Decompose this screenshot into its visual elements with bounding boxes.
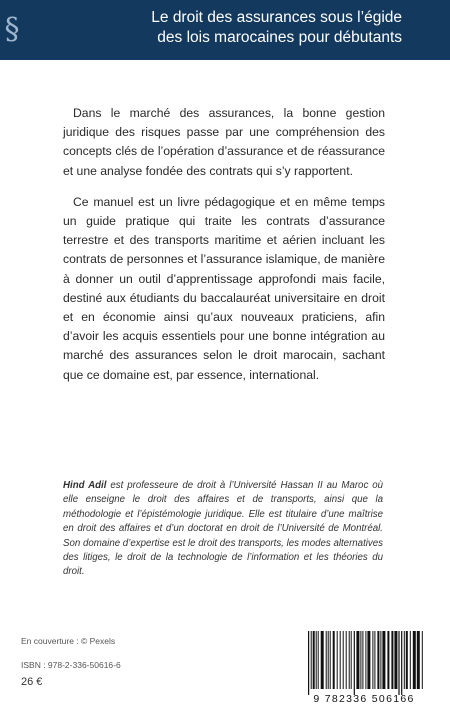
barcode-bar bbox=[318, 631, 319, 689]
barcode-bar bbox=[351, 631, 352, 689]
barcode bbox=[296, 627, 432, 707]
isbn: ISBN : 978-2-336-50616-6 bbox=[21, 660, 121, 670]
barcode-bar bbox=[356, 631, 359, 689]
barcode-bar bbox=[387, 631, 389, 689]
cover-credit: En couverture : © Pexels bbox=[21, 636, 116, 646]
barcode-bar bbox=[328, 631, 329, 689]
section-sign-logo: § bbox=[4, 12, 20, 47]
book-title bbox=[72, 8, 402, 48]
barcode-bar bbox=[340, 631, 341, 689]
barcode-bar bbox=[401, 631, 402, 695]
barcode-bar bbox=[382, 631, 385, 689]
barcode-bar bbox=[349, 631, 350, 689]
author-bio-text: est professeure de droit à l’Université Hassan II au Maroc où elle enseigne le droit des affaires et de transports, ainsi que la méthodologie et l’épistémologie juridique. Elle est titulaire d’une maîtrise en droit des affaires et d’un doctorat en droit de l’Université de Montréal. Son domaine d’expertise est le droit des transports, les modes alternatives des litiges, le droit de la technologie de l’information et les théories du droit. bbox=[63, 480, 384, 578]
barcode-bar bbox=[372, 631, 373, 689]
barcode-number: 9 782336 506166 bbox=[313, 693, 415, 705]
author-bio bbox=[63, 479, 383, 580]
barcode-bar bbox=[321, 631, 324, 689]
barcode-bar bbox=[380, 631, 381, 689]
barcode-bar bbox=[404, 631, 405, 689]
barcode-bar bbox=[330, 631, 331, 689]
barcode-bar bbox=[377, 631, 379, 689]
barcode-bar bbox=[313, 631, 315, 689]
synopsis-paragraph: Dans le marché des assurances, la bonne gestion juridique des risques passe par une compréhension des concepts clés de l’opération d’assurance et de réassurance et une analyse fondée des contrats qui s’y rapportent. bbox=[63, 106, 385, 178]
barcode-bar bbox=[417, 631, 420, 689]
barcode-bar bbox=[374, 631, 375, 689]
barcode-bar bbox=[326, 631, 327, 689]
barcode-bar bbox=[311, 631, 312, 689]
book-title-line-2: des lois marocaines pour débutants bbox=[157, 29, 402, 46]
barcode-bar bbox=[343, 631, 344, 689]
barcode-bar bbox=[346, 631, 347, 689]
author-name: Hind Adil bbox=[63, 480, 107, 491]
barcode-bar bbox=[365, 631, 366, 689]
barcode-bar bbox=[308, 631, 309, 695]
book-title-line-1: Le droit des assurances sous l’égide bbox=[151, 9, 402, 26]
barcode-bar bbox=[406, 631, 408, 689]
barcode-bar bbox=[391, 631, 393, 689]
barcode-bar bbox=[360, 631, 361, 689]
header-banner bbox=[0, 0, 450, 60]
barcode-bar bbox=[316, 631, 317, 689]
barcode-bar bbox=[337, 631, 338, 689]
barcode-bar bbox=[394, 631, 397, 689]
barcode-bar bbox=[398, 631, 399, 695]
barcode-bar bbox=[333, 631, 335, 689]
barcode-bar bbox=[410, 631, 411, 689]
barcode-bar bbox=[367, 631, 370, 689]
price: 26 € bbox=[21, 676, 43, 688]
synopsis-paragraph: Ce manuel est un livre pédagogique et en même temps un guide pratique qui traite les contrats d’assurance terrestre et des transports maritime et aérien incluant les contrats de personnes et l’assurance islamique, de manière à donner un outil d’apprentissage approfondi mais facile, destiné aux étudiants du baccalauréat universitaire en droit et en économie ainsi qu’aux nouveaux praticiens, afin d’avoir les acquis essentiels pour une bonne intégration au marché des assurances selon le droit marocain, sachant que ce domaine est, par essence, international. bbox=[63, 194, 385, 382]
barcode-bar bbox=[422, 631, 423, 689]
barcode-bar bbox=[362, 631, 363, 689]
barcode-bar bbox=[354, 631, 355, 695]
synopsis bbox=[63, 104, 385, 397]
barcode-bar bbox=[413, 631, 416, 689]
